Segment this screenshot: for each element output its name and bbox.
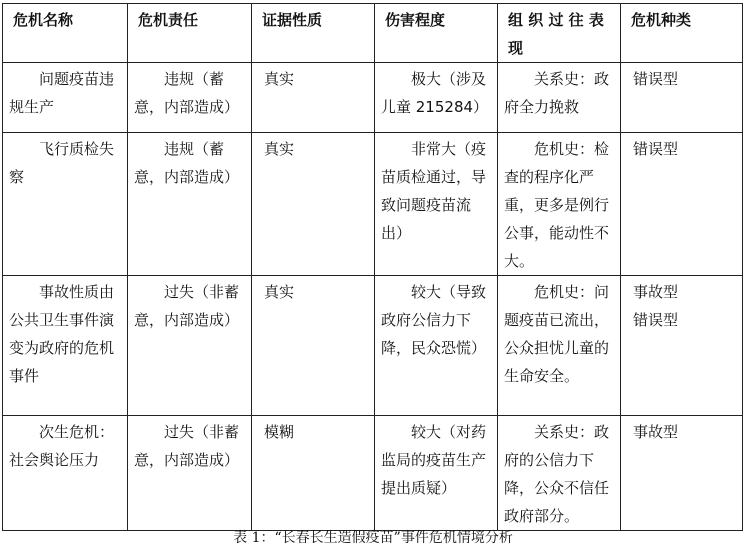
cell-history: 关系史：政府的公信力下降，公众不信任政府部分。 (498, 416, 621, 531)
cell-harm: 非常大（疫苗质检通过，导致问题疫苗流出） (375, 133, 498, 276)
cell-type: 错误型 (621, 63, 743, 133)
table-header-row (3, 4, 743, 63)
header-crisis-type: 危机种类 (621, 4, 743, 63)
header-crisis-name: 危机名称 (3, 4, 128, 63)
table-row (3, 63, 743, 133)
cell-responsibility: 违规（蓄意，内部造成） (128, 63, 252, 133)
cell-crisis-name: 事故性质由公共卫生事件演变为政府的危机事件 (3, 276, 128, 416)
cell-crisis-name: 问题疫苗违规生产 (3, 63, 128, 133)
cell-type: 错误型 (621, 133, 743, 276)
cell-crisis-name: 飞行质检失察 (3, 133, 128, 276)
cell-harm: 极大（涉及儿童 215284） (375, 63, 498, 133)
header-evidence-nature: 证据性质 (252, 4, 375, 63)
cell-evidence: 真实 (252, 133, 375, 276)
header-harm-degree: 伤害程度 (375, 4, 498, 63)
cell-history: 关系史：政府全力挽救 (498, 63, 621, 133)
header-crisis-responsibility: 危机责任 (128, 4, 252, 63)
cell-responsibility: 违规（蓄意，内部造成） (128, 133, 252, 276)
table-caption: 表 1：“长春长生造假疫苗”事件危机情境分析 (233, 530, 513, 546)
cell-evidence: 真实 (252, 63, 375, 133)
cell-harm: 较大（导致政府公信力下降，民众恐慌） (375, 276, 498, 416)
cell-responsibility: 过失（非蓄意，内部造成） (128, 416, 252, 531)
header-past-performance: 组 织 过 往 表现 (498, 4, 621, 63)
cell-responsibility: 过失（非蓄意，内部造成） (128, 276, 252, 416)
cell-history: 危机史：检查的程序化严重，更多是例行公事，能动性不大。 (498, 133, 621, 276)
table-row (3, 276, 743, 416)
cell-history: 危机史：问题疫苗已流出，公众担忧儿童的生命安全。 (498, 276, 621, 416)
table-row (3, 133, 743, 276)
table-row (3, 416, 743, 531)
cell-crisis-name: 次生危机：社会舆论压力 (3, 416, 128, 531)
cell-evidence: 真实 (252, 276, 375, 416)
cell-type: 事故型 错误型 (621, 276, 743, 416)
cell-harm: 较大（对药监局的疫苗生产提出质疑） (375, 416, 498, 531)
crisis-analysis-table (2, 3, 743, 531)
cell-evidence: 模糊 (252, 416, 375, 531)
cell-type: 事故型 (621, 416, 743, 531)
